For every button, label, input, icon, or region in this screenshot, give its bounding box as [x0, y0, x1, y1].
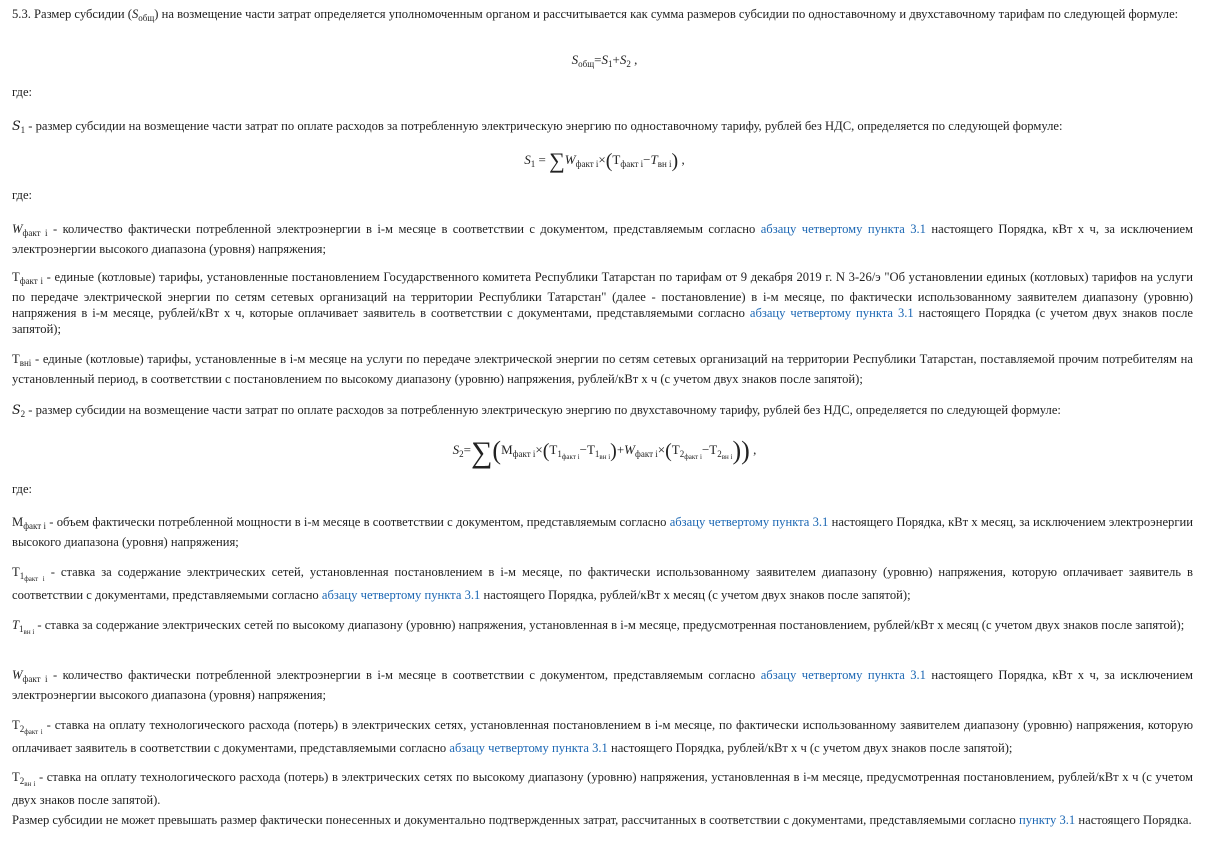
formula-s2: $S_2=\sum(М_{факт i}\times(Т_{1факт i}-Т_{1вн i})+W_{факт i}\times(Т_{2факт i}-Т_{2вн i}))$ ,	[452, 436, 757, 469]
definition-t1-fact: $Т_{1факт i}$ - ставка за содержание электрических сетей, установленная постановлением в i-м месяце, по фактически использованному заявителем диапазону (уровню) напряжения, которую оплачивает заявитель в соответствии с документами, представляемыми согласно абзацу четвертому пункта 3.1 настоящего Порядка, рублей/кВт х месяц (с учетом двух знаков после запятой);	[12, 565, 1193, 602]
link-paragraph-3-1[interactable]: абзацу четвертому пункта 3.1	[669, 515, 829, 529]
definition-t1-vn: $T_{1вн i}$ - ставка за содержание электрических сетей по высокому диапазону (уровню) напряжения, установленная в i-м месяце, предусмотренная постановлением, рублей/кВт х месяц (с учетом двух знаков после запятой);	[12, 618, 1185, 636]
definition-t-fact: $Т_{факт i}$ - единые (котловые) тарифы, установленные постановлением Государственного комитета Республики Татарстан по тарифам от 9 декабря 2019 г. N 3-26/э "Об установлении единых (котловых) тарифов на услуги по передаче электрической энергии по сетям сетевых организаций на территории Республики Татарстан" (далее - постановление) в i-м месяце, по фактически использованному заявителем диапазону (уровню) напряжения в i-м месяце, рублей/кВт х ч, которые оплачивает заявитель в соответствии с документами, представляемыми согласно абзацу четвертому пункта 3.1 настоящего Порядка (с учетом двух знаков после запятой);	[12, 270, 1194, 336]
definition-t2-vn: $Т_{2вн i}$ - ставка на оплату технологического расхода (потерь) в электрических сетях по высокому диапазону (уровню) напряжения, установленная в i-м месяце, предусмотренная постановлением, рублей/кВт х ч (с учетом двух знаков после запятой).	[12, 770, 1194, 807]
definition-t-vn: $Т_{внi}$ - единые (котловые) тарифы, установленные в i-м месяце на услуги по передаче электрической энергии по сетям сетевых организаций на территории Республики Татарстан, поставляемой прочим потребителям на установленный период, в соответствии с постановлением по высокому диапазону (уровню) напряжения, рублей/кВт х ч (с учетом двух знаков после запятой);	[12, 352, 1193, 386]
definition-w-fact-1: $W_{факт i}$ - количество фактически потребленной электроэнергии в i-м месяце в соответствии с документом, представляемым согласно абзацу четвертому пункта 3.1 настоящего Порядка, кВт х ч, за исключением электроэнергии высокого диапазона (уровня) напряжения;	[12, 222, 1194, 256]
link-paragraph-3-1[interactable]: пункту 3.1	[1018, 813, 1076, 827]
where-label-3: где:	[12, 482, 33, 496]
paragraph-5-3: 5.3. Размер субсидии $(S_{общ})$ на возмещение части затрат определяется уполномоченным органом и рассчитывается как сумма размеров субсидии по одноставочному и двухставочному тарифам по следующей формуле:	[12, 7, 1179, 23]
link-paragraph-3-1[interactable]: абзацу четвертому пункта 3.1	[321, 588, 481, 602]
link-paragraph-3-1[interactable]: абзацу четвертому пункта 3.1	[760, 222, 926, 236]
link-paragraph-3-1[interactable]: абзацу четвертому пункта 3.1	[449, 741, 608, 755]
definition-s1: $S_1$ - размер субсидии на возмещение части затрат по оплате расходов за потребленную электрическую энергию по одноставочному тарифу, рублей без НДС, определяется по следующей формуле:	[12, 118, 1063, 135]
definition-s2: $S_2$ - размер субсидии на возмещение части затрат по оплате расходов за потребленную электрическую энергию по двухставочному тарифу, рублей без НДС, определяется по следующей формуле:	[12, 402, 1061, 419]
definition-t2-fact: $Т_{2факт i}$ - ставка на оплату технологического расхода (потерь) в электрических сетях, установленная постановлением в i-м месяце, по фактически использованному заявителем диапазону (уровню) напряжения, которую оплачивает заявитель в соответствии с документами, представляемыми согласно абзацу четвертому пункта 3.1 настоящего Порядка, рублей/кВт х ч (с учетом двух знаков после запятой);	[12, 718, 1193, 755]
definition-w-fact-2: $W_{факт i}$ - количество фактически потребленной электроэнергии в i-м месяце в соответствии с документом, представляемым согласно абзацу четвертому пункта 3.1 настоящего Порядка, кВт х ч, за исключением электроэнергии высокого диапазона (уровня) напряжения;	[12, 668, 1194, 702]
paragraph-limit: Размер субсидии не может превышать размер фактически понесенных и документально подтвержденных затрат, рассчитанных в соответствии с документами, представляемыми согласно пункту 3.1 настоящего Порядка.	[12, 813, 1192, 827]
where-label-1: где:	[12, 85, 33, 99]
link-paragraph-3-1[interactable]: абзацу четвертому пункта 3.1	[760, 668, 926, 682]
where-label-2: где:	[12, 188, 33, 202]
link-paragraph-3-1[interactable]: абзацу четвертому пункта 3.1	[749, 306, 914, 320]
formula-total: $S_{общ}=S_1+S_2$ ,	[571, 52, 638, 69]
definition-m-fact: $М_{факт i}$ - объем фактически потребленной мощности в i-м месяце в соответствии с документом, представляемым согласно абзацу четвертому пункта 3.1 настоящего Порядка, кВт х месяц, за исключением электроэнергии высокого диапазона (уровня) напряжения;	[12, 515, 1193, 549]
formula-s1: $S_1 = \sum W_{факт i}\times(Т_{факт i}-T_{вн i})$ ,	[524, 148, 685, 173]
